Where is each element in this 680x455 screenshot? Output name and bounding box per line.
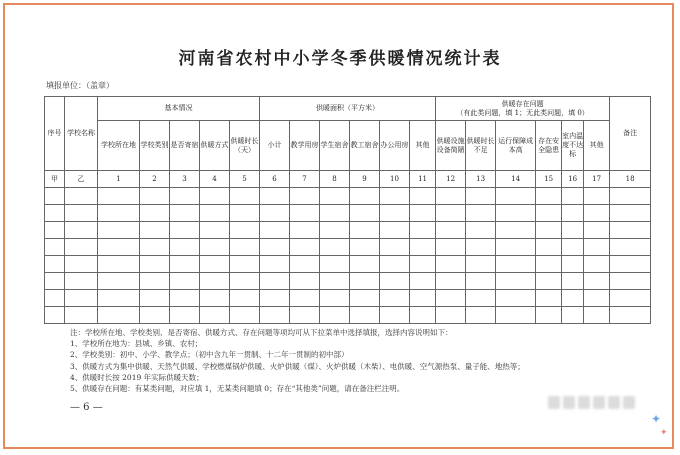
data-cell[interactable] [230,239,260,256]
index-cell: 8 [320,171,350,188]
data-cell[interactable] [410,290,436,307]
data-cell[interactable] [260,256,290,273]
header-remark: 备注 [610,97,651,171]
data-cell[interactable] [496,256,536,273]
table-row [45,273,651,290]
data-cell[interactable] [496,307,536,324]
data-cell[interactable] [140,273,170,290]
index-cell: 10 [380,171,410,188]
data-cell[interactable] [380,205,410,222]
data-cell[interactable] [45,188,65,205]
data-cell[interactable] [320,307,350,324]
data-cell[interactable] [410,256,436,273]
data-cell[interactable] [65,188,98,205]
data-cell[interactable] [536,239,562,256]
page-number: — 6 — [70,402,103,413]
data-cell[interactable] [610,222,651,239]
data-cell[interactable] [140,188,170,205]
header-duration-short: 供暖时长不足 [466,121,496,171]
header-safety-risk: 存在安全隐患 [536,121,562,171]
data-cell[interactable] [436,205,466,222]
data-cell[interactable] [562,307,584,324]
data-cell[interactable] [536,205,562,222]
note-line: 5、供暖存在问题：有某类问题，对应填 1，无某类问题填 0；存在“其他类”问题，请在备注栏注明。 [70,384,405,394]
data-cell[interactable] [200,205,230,222]
data-cell[interactable] [410,205,436,222]
data-cell[interactable] [260,188,290,205]
table-row [45,256,651,273]
data-cell[interactable] [584,273,610,290]
data-cell[interactable] [260,273,290,290]
data-cell[interactable] [230,290,260,307]
note-line: 3、供暖方式为集中供暖、天然气供暖、学校燃煤锅炉供暖、火炉供暖（煤）、火炉供暖（木柴）、电供暖、空气源热泵、量子能、地热等； [70,361,525,371]
data-cell[interactable] [200,273,230,290]
data-cell[interactable] [260,222,290,239]
data-cell[interactable] [65,239,98,256]
data-cell[interactable] [230,307,260,324]
data-cell[interactable] [290,290,320,307]
data-cell[interactable] [290,256,320,273]
index-cell: 16 [562,171,584,188]
data-cell[interactable] [410,188,436,205]
header-school-name: 学校名称 [65,97,98,171]
data-cell[interactable] [380,256,410,273]
index-cell: 乙 [65,171,98,188]
header-issue-other: 其他 [584,121,610,171]
data-cell[interactable] [436,239,466,256]
data-cell[interactable] [496,205,536,222]
data-cell[interactable] [65,290,98,307]
header-temperature: 室内温度不达标 [562,121,584,171]
header-area-other: 其他 [410,121,436,171]
data-cell[interactable] [98,290,140,307]
data-cell[interactable] [380,273,410,290]
data-cell[interactable] [584,307,610,324]
data-cell[interactable] [170,307,200,324]
data-cell[interactable] [536,290,562,307]
data-cell[interactable] [140,307,170,324]
index-cell: 17 [584,171,610,188]
data-cell[interactable] [584,290,610,307]
data-cell[interactable] [140,290,170,307]
note-line: 1、学校所在地为：县城、乡镇、农村； [70,339,203,349]
data-cell[interactable] [610,239,651,256]
header-cost-high: 运行保障成本高 [496,121,536,171]
data-cell[interactable] [45,205,65,222]
header-duration: 供暖时长（天） [230,121,260,171]
header-teaching-rooms: 教学用房 [290,121,320,171]
data-cell[interactable] [350,307,380,324]
data-cell[interactable] [200,188,230,205]
data-cell[interactable] [320,222,350,239]
header-equipment-poor: 供暖设施设备简陋 [436,121,466,171]
data-cell[interactable] [98,205,140,222]
data-cell[interactable] [98,256,140,273]
data-cell[interactable] [98,307,140,324]
data-cell[interactable] [350,205,380,222]
data-cell[interactable] [496,222,536,239]
data-cell[interactable] [466,307,496,324]
data-cell[interactable] [466,222,496,239]
note-line: 4、供暖时长按 2019 年实际供暖天数； [70,372,204,382]
data-cell[interactable] [320,188,350,205]
data-cell[interactable] [496,239,536,256]
header-group-area: 供暖面积（平方米） [260,97,436,121]
data-cell[interactable] [466,205,496,222]
table-row [45,307,651,324]
index-cell: 14 [496,171,536,188]
data-cell[interactable] [290,239,320,256]
header-heating-mode: 供暖方式 [200,121,230,171]
data-cell[interactable] [436,290,466,307]
data-cell[interactable] [380,239,410,256]
data-cell[interactable] [562,222,584,239]
header-boarding: 是否寄宿 [170,121,200,171]
index-cell: 7 [290,171,320,188]
data-cell[interactable] [230,222,260,239]
data-cell[interactable] [436,273,466,290]
data-cell[interactable] [170,290,200,307]
data-cell[interactable] [584,239,610,256]
data-cell[interactable] [610,290,651,307]
data-cell[interactable] [496,273,536,290]
data-cell[interactable] [536,256,562,273]
data-cell[interactable] [45,273,65,290]
data-cell[interactable] [562,205,584,222]
notes-block [70,327,525,394]
data-cell[interactable] [466,239,496,256]
data-cell[interactable] [98,239,140,256]
data-cell[interactable] [380,188,410,205]
data-cell[interactable] [562,290,584,307]
data-cell[interactable] [320,290,350,307]
data-cell[interactable] [536,188,562,205]
data-cell[interactable] [230,188,260,205]
data-cell[interactable] [290,222,320,239]
table-row [45,239,651,256]
data-cell[interactable] [436,256,466,273]
header-school-type: 学校类别 [140,121,170,171]
data-cell[interactable] [380,290,410,307]
index-cell: 9 [350,171,380,188]
header-student-dorm: 学生宿舍 [320,121,350,171]
index-cell: 甲 [45,171,65,188]
data-cell[interactable] [170,256,200,273]
data-cell[interactable] [45,222,65,239]
data-cell[interactable] [496,188,536,205]
data-cell[interactable] [436,307,466,324]
data-cell[interactable] [536,273,562,290]
data-cell[interactable] [436,188,466,205]
data-cell[interactable] [45,239,65,256]
data-cell[interactable] [610,307,651,324]
data-cell[interactable] [65,222,98,239]
issue-title: 供暖存在问题 [501,99,544,108]
data-cell[interactable] [496,290,536,307]
index-cell: 18 [610,171,651,188]
sparkle-icon: ✦ [651,412,662,426]
table-row [45,290,651,307]
data-cell[interactable] [466,188,496,205]
statistics-table [44,96,651,324]
data-cell[interactable] [45,307,65,324]
data-cell[interactable] [45,256,65,273]
data-cell[interactable] [200,239,230,256]
data-cell[interactable] [610,273,651,290]
data-cell[interactable] [320,205,350,222]
data-cell[interactable] [230,205,260,222]
index-cell: 1 [98,171,140,188]
page-title: 河南省农村中小学冬季供暖情况统计表 [178,49,502,69]
data-cell[interactable] [350,256,380,273]
data-cell[interactable] [200,256,230,273]
index-row [45,171,651,188]
data-cell[interactable] [45,290,65,307]
data-cell[interactable] [610,256,651,273]
data-cell[interactable] [65,307,98,324]
data-cell[interactable] [410,273,436,290]
data-cell[interactable] [584,222,610,239]
data-cell[interactable] [98,222,140,239]
table-row [45,188,651,205]
data-cell[interactable] [170,222,200,239]
index-cell: 15 [536,171,562,188]
note-line: 注：学校所在地、学校类别、是否寄宿、供暖方式、存在问题等项均可从下拉菜单中选择填报，选择内容说明如下： [70,328,453,337]
data-cell[interactable] [584,256,610,273]
header-office-rooms: 办公用房 [380,121,410,171]
data-cell[interactable] [320,273,350,290]
data-cell[interactable] [140,239,170,256]
data-cell[interactable] [260,205,290,222]
data-cell[interactable] [410,222,436,239]
data-cell[interactable] [290,188,320,205]
data-cell[interactable] [320,256,350,273]
blurred-watermark [548,392,640,414]
data-cell[interactable] [610,188,651,205]
index-cell: 4 [200,171,230,188]
data-cell[interactable] [562,239,584,256]
data-cell[interactable] [610,205,651,222]
data-cell[interactable] [350,273,380,290]
header-location: 学校所在地 [98,121,140,171]
data-cell[interactable] [410,307,436,324]
data-cell[interactable] [562,273,584,290]
data-cell[interactable] [98,188,140,205]
header-group-issue [436,97,610,121]
index-cell: 13 [466,171,496,188]
data-cell[interactable] [562,188,584,205]
data-cell[interactable] [290,205,320,222]
index-cell: 3 [170,171,200,188]
header-staff-dorm: 教工宿舍 [350,121,380,171]
data-cell[interactable] [466,256,496,273]
data-cell[interactable] [562,256,584,273]
data-cell[interactable] [200,222,230,239]
index-cell: 5 [230,171,260,188]
data-cell[interactable] [65,205,98,222]
data-cell[interactable] [350,188,380,205]
data-cell[interactable] [536,307,562,324]
data-cell[interactable] [320,239,350,256]
header-subtotal: 小计 [260,121,290,171]
data-cell[interactable] [290,273,320,290]
data-cell[interactable] [350,239,380,256]
data-cell[interactable] [140,222,170,239]
data-cell[interactable] [350,290,380,307]
header-seq: 序号 [45,97,65,171]
data-cell[interactable] [584,205,610,222]
data-cell[interactable] [170,273,200,290]
data-cell[interactable] [380,222,410,239]
data-cell[interactable] [584,188,610,205]
data-cell[interactable] [170,239,200,256]
index-cell: 11 [410,171,436,188]
data-cell[interactable] [290,307,320,324]
data-cell[interactable] [65,273,98,290]
data-cell[interactable] [170,205,200,222]
data-cell[interactable] [140,256,170,273]
sparkle-icon: ✦ [660,428,668,438]
data-cell[interactable] [410,239,436,256]
data-cell[interactable] [98,273,140,290]
index-cell: 6 [260,171,290,188]
issue-note: （有此类问题，填 1；无此类问题，填 0） [456,108,589,117]
data-cell[interactable] [350,222,380,239]
table-row [45,205,651,222]
filler-unit-label: 填报单位：（盖章） [46,81,114,90]
data-cell[interactable] [436,222,466,239]
data-cell[interactable] [466,273,496,290]
data-cell[interactable] [380,307,410,324]
table-row [45,222,651,239]
data-cell[interactable] [65,256,98,273]
data-cell[interactable] [260,239,290,256]
data-cell[interactable] [230,256,260,273]
data-cell[interactable] [170,188,200,205]
index-cell: 12 [436,171,466,188]
data-cell[interactable] [466,290,496,307]
data-cell[interactable] [536,222,562,239]
data-cell[interactable] [140,205,170,222]
data-cell[interactable] [260,307,290,324]
data-cell[interactable] [200,290,230,307]
data-cell[interactable] [230,273,260,290]
index-cell: 2 [140,171,170,188]
data-cell[interactable] [260,290,290,307]
data-cell[interactable] [200,307,230,324]
header-group-basic: 基本情况 [98,97,260,121]
note-line: 2、学校类别：初中、小学、教学点；（初中含九年一贯制、十二年一贯制的初中部） [70,350,349,360]
